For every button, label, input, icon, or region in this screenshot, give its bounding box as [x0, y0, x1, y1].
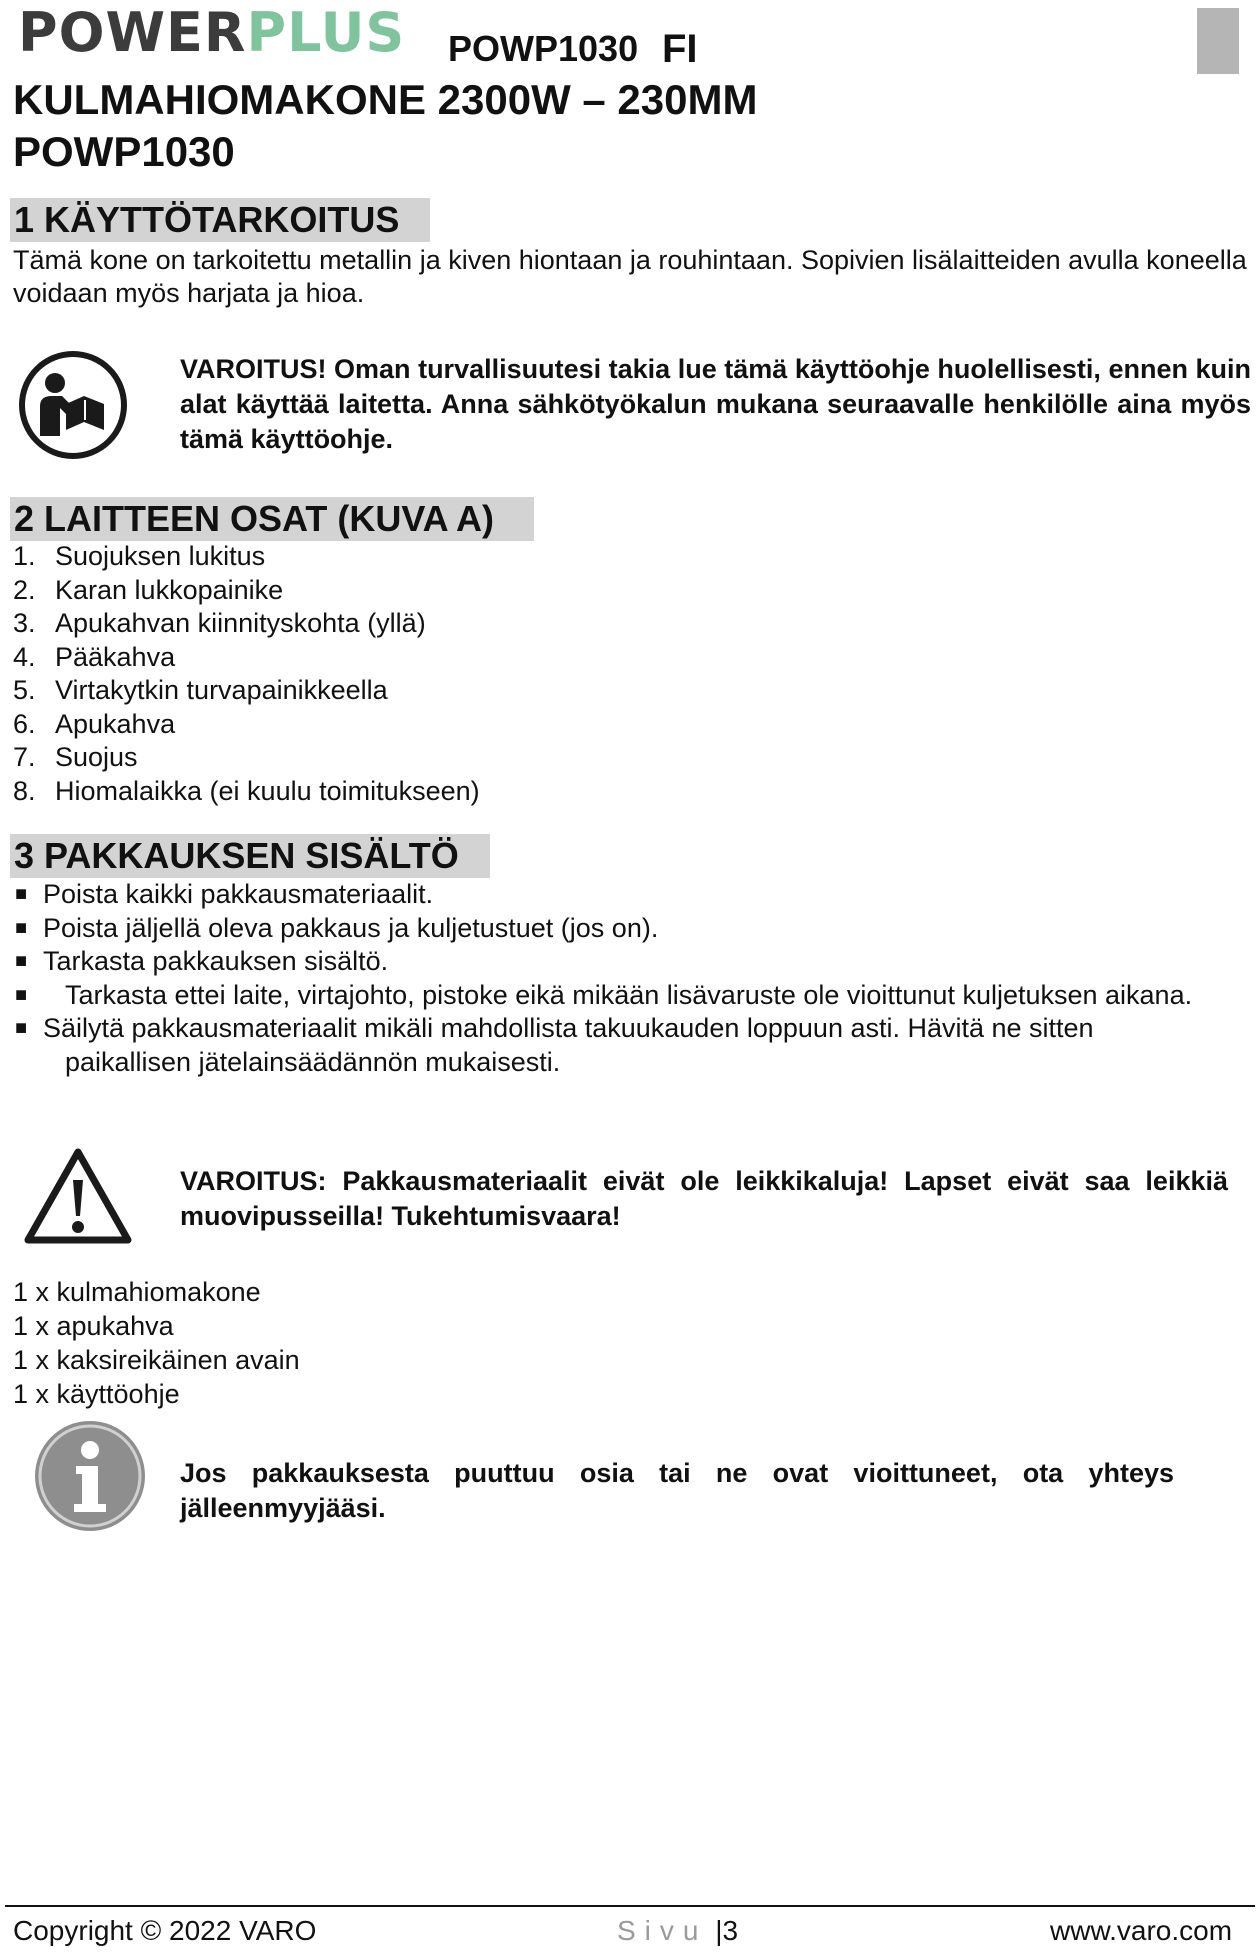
list-item: ■ Poista jäljellä oleva pakkaus ja kuljetustuet (jos on).	[13, 912, 1213, 946]
list-item: 1 x kulmahiomakone	[13, 1277, 261, 1307]
list-item: ■ Tarkasta ettei laite, virtajohto, pistoke eikä mikään lisävaruste ole vioittunut kuljetuksen aikana.	[13, 979, 1213, 1013]
title-line-2: POWP1030	[13, 128, 235, 175]
packaging-bullets	[13, 878, 1213, 1079]
page-label: Sivu	[617, 1915, 708, 1946]
footer-page-indicator	[617, 1914, 738, 1948]
list-item: 3. Apukahvan kiinnityskohta (yllä)	[13, 608, 426, 638]
package-contents-list	[13, 1275, 300, 1411]
title-line-1: KULMAHIOMAKONE 2300W – 230MM	[13, 76, 758, 123]
list-item: 1 x kaksireikäinen avain	[13, 1345, 300, 1375]
warning-triangle-icon	[22, 1146, 134, 1246]
list-item: 2. Karan lukkopainike	[13, 574, 284, 605]
footer-copyright: Copyright © 2022 VARO	[13, 1915, 317, 1946]
page-tab-marker	[1197, 8, 1239, 74]
section-heading-2: 2 LAITTEEN OSAT (KUVA A)	[10, 497, 534, 541]
list-item: 8. Hiomalaikka (ei kuulu toimitukseen)	[13, 775, 480, 806]
info-note: Jos pakkauksesta puuttuu osia tai ne ovat vioittuneet, ota yhteys jälleenmyyjääsi.	[180, 1458, 1174, 1523]
page-title	[13, 74, 757, 178]
list-item: 6. Apukahva	[13, 708, 176, 739]
bullet-square-icon: ■	[15, 916, 28, 939]
footer-divider	[5, 1905, 1255, 1907]
bullet-square-icon: ■	[15, 983, 28, 1006]
bullet-square-icon: ■	[15, 1017, 28, 1039]
info-icon	[32, 1418, 148, 1534]
model-code: POWP1030	[448, 28, 639, 69]
section-heading-1: 1 KÄYTTÖTARKOITUS	[10, 198, 430, 242]
page-number: 3	[722, 1915, 739, 1946]
list-item: ■ Poista kaikki pakkausmateriaalit.	[13, 878, 1213, 912]
list-item: 4. Pääkahva	[13, 641, 176, 672]
language-code: FI	[662, 27, 698, 71]
parts-list	[13, 540, 480, 808]
page-separator: |	[715, 1915, 723, 1946]
list-item: 1 x apukahva	[13, 1311, 174, 1341]
list-item: ■ Tarkasta pakkauksen sisältö.	[13, 945, 1213, 979]
section-3-warning: VAROITUS: Pakkausmateriaalit eivät ole leikkikaluja! Lapset eivät saa leikkiä muovipusseilla! Tukehtumisvaara!	[180, 1166, 1228, 1231]
list-item: 1. Suojuksen lukitus	[13, 541, 266, 571]
list-item: ■ Säilytä pakkausmateriaalit mikäli mahdollista takuukauden loppuun asti. Hävitä ne sitten paikallisen jätelainsäädännön mukaisesti.	[15, 1013, 1094, 1077]
bullet-square-icon: ■	[15, 883, 28, 905]
footer-website: www.varo.com	[1050, 1915, 1233, 1946]
section-heading-3: 3 PAKKAUKSEN SISÄLTÖ	[10, 834, 490, 878]
brand-logo: POWERPLUS	[18, 1, 406, 64]
list-item: 1 x käyttöohje	[13, 1379, 180, 1409]
section-1-text: Tämä kone on tarkoitettu metallin ja kiven hiontaan ja rouhintaan. Sopivien lisälaitteiden avulla koneella voidaan myös harjata ja hioa.	[13, 245, 1247, 308]
bullet-square-icon: ■	[15, 950, 28, 972]
list-item: 5. Virtakytkin turvapainikkeella	[13, 675, 388, 705]
read-manual-icon	[18, 350, 128, 460]
section-1-warning: VAROITUS! Oman turvallisuutesi takia lue tämä käyttöohje huolellisesti, ennen kuin alat käyttää laitetta. Anna sähkötyökalun mukana seuraavalle henkilölle aina myös tämä käyttöohje.	[180, 354, 1251, 454]
list-item: 7. Suojus	[13, 742, 138, 772]
